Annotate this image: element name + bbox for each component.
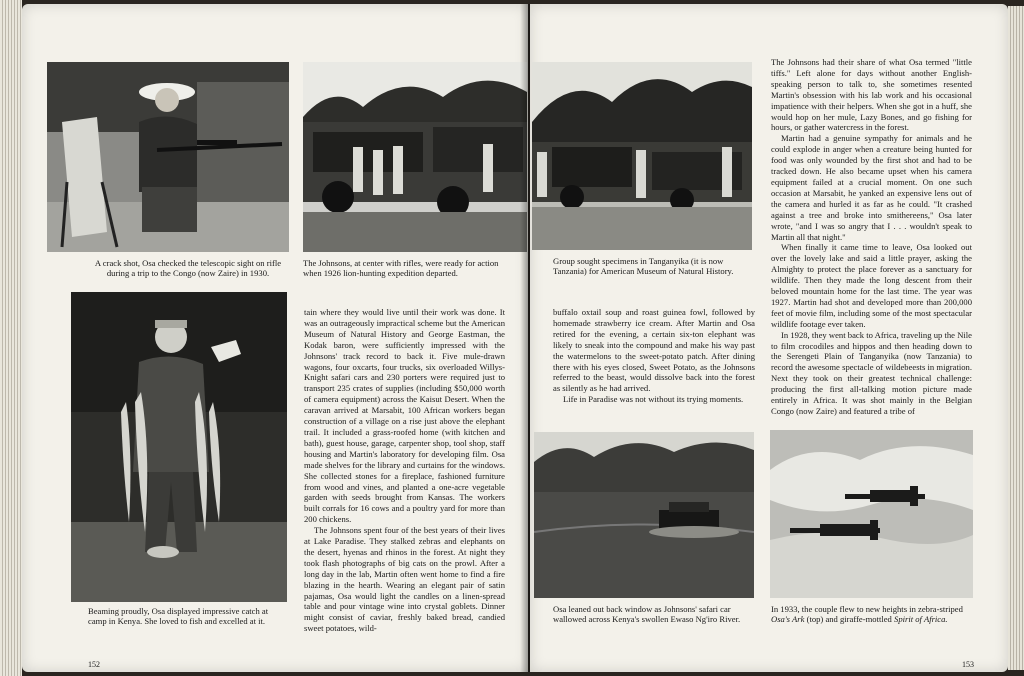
caption-planes-ship2: Spirit of Africa. xyxy=(894,614,948,625)
left-paragraph-2: The Johnsons spent four of the best years of their lives at Lake Paradise. They stalked zebras and elephants on the desert, hyenas and rhinos in the forest. At night they took flash photographs of big cats on the prowl. After a long day in the lab, Martin often went home to find a fire blazing in the hearth. Wearing an elegant pair of satin pajamas, Osa would light the candles on a linen-spread table and pour vintage wine into crystal goblets. Dinner might consist of caviar, freshly baked bread, candied sweet potatoes, wild- xyxy=(304,525,505,634)
caption-planes-ship1: Osa's Ark xyxy=(771,614,805,625)
caption-planes-mid: (top) and giraffe-mottled xyxy=(804,614,895,625)
photo-johnsons-rifles xyxy=(303,62,527,252)
photo-river-crossing xyxy=(534,432,754,598)
right-paragraph-4: In 1928, they went back to Africa, traveling up the Nile to film crocodiles and hippos and then heading down to the Serengeti Plain of Tanganyika (now Tanzania) to record the awesome spectacle of wildebeests in migration. Next they took on their greatest technical challenge: producing the first all-talking motion picture made entirely in Africa. It was shot mainly in the Belgian Congo (now Zaire) and featured a tribe of xyxy=(771,329,972,416)
book-page-edges-left xyxy=(0,0,22,676)
caption-group: Group sought specimens in Tanganyika (it is now Tanzania) for American Museum of Natural History. xyxy=(553,256,734,277)
folio-left: 152 xyxy=(88,660,100,669)
book-page-edges-right xyxy=(1008,6,1024,670)
right-page-middle-column xyxy=(553,307,755,405)
right-page-right-column xyxy=(771,57,972,417)
caption-planes-pre: In 1933, the couple flew to new heights in zebra-striped xyxy=(771,604,963,614)
left-paragraph-1: tain where they would live until their work was done. It was an outrageously impractical scheme but the American Museum of Natural History and George Eastman, the Kodak baron, were sufficiently impressed with the Johnsons' track record to back it. Five mule-drawn wagons, four oxcarts, four trucks, six overloaded Willys-Knight safari cars and 230 porters were required just to transport 235 crates of supplies (including $50,000 worth of camera equipment) across the Kaisut Desert. When the caravan arrived at Marsabit, 100 African workers began construction of a village on a rise just above the elephant trail. It included a grass-roofed home (with kitchen and bath), guest house, garage, carpenter shop, tool shop, staff housing and Martin's laboratory for developing film. Osa made shelves for the library and curtains for the windows. She collected stones for a fireplace, fashioned furniture from wood and vines, and planted a one-acre vegetable garden with seeds brought from Kansas. The workers built corrals for 16 cows and a poultry yard for more than 200 chickens. xyxy=(304,307,505,525)
folio-right: 153 xyxy=(962,660,974,669)
photo-osa-fish xyxy=(71,292,287,602)
middle-paragraph-2: Life in Paradise was not without its trying moments. xyxy=(563,394,744,405)
caption-rifles: The Johnsons, at center with rifles, were ready for action when 1926 lion-hunting expedition departed. xyxy=(303,258,499,279)
photo-osa-rifle xyxy=(47,62,289,252)
caption-crack-shot: A crack shot, Osa checked the telescopic sight on rifle during a trip to the Congo (now Zaire) in 1930. xyxy=(94,258,282,279)
right-paragraph-2: Martin had a genuine sympathy for animals and he could explode in anger when a creature being hunted for food was only wounded by the first shot and had to be tracked down. He also became upset when his camera equipment failed at a crucial moment. On one such occasion at Marsabit, he yanked an expensive lens out of the camera and hurled it as far as he could. "It crashed against a tree and broke into smithereens," Osa later wrote, "and I was so angry that I . . . wouldn't speak to Martin all that night." xyxy=(771,133,972,242)
right-paragraph-3: When finally it came time to leave, Osa looked out over the lovely lake and said a little prayer, asking the Almighty to protect the place forever as a sanctuary for wildlife. Then they made the long descent from their beloved mountain home for the last time. The year was 1927. Martin had shot and developed more than 200,000 feet of movie film, including some of the most spectacular wildlife footage ever taken. xyxy=(771,242,972,329)
photo-group-tanganyika xyxy=(532,62,752,250)
caption-river: Osa leaned out back window as Johnsons' safari car wallowed across Kenya's swollen Ewaso Ng'iro River. xyxy=(553,604,741,625)
caption-planes xyxy=(771,604,976,625)
left-page-text-column xyxy=(304,307,505,634)
right-paragraph-1: The Johnsons had their share of what Osa termed "little tiffs." Left alone for days without another English-speaking person to talk to, she sometimes resented Martin's obsession with his lab work and his occasional impatience with their helpers. When she got in a huff, she would hop on her mule, Lazy Bones, and go fishing for hours, or gather watercress in the forest. xyxy=(771,57,972,133)
middle-paragraph-1: buffalo oxtail soup and roast guinea fowl, followed by homemade strawberry ice cream. After Martin and Osa retired for the evening, a certain six-ton elephant was likely to sneak into the compound and make his way past the watermelons to the sweet-potato patch. After dining there with his eyes closed, Sweet Potato, as the Johnsons referred to the beast, would dissolve back into the forest as silently as he had arrived. xyxy=(553,307,755,394)
photo-planes xyxy=(770,430,973,598)
caption-fish: Beaming proudly, Osa displayed impressive catch at camp in Kenya. She loved to fish and excelled at it. xyxy=(88,606,269,627)
